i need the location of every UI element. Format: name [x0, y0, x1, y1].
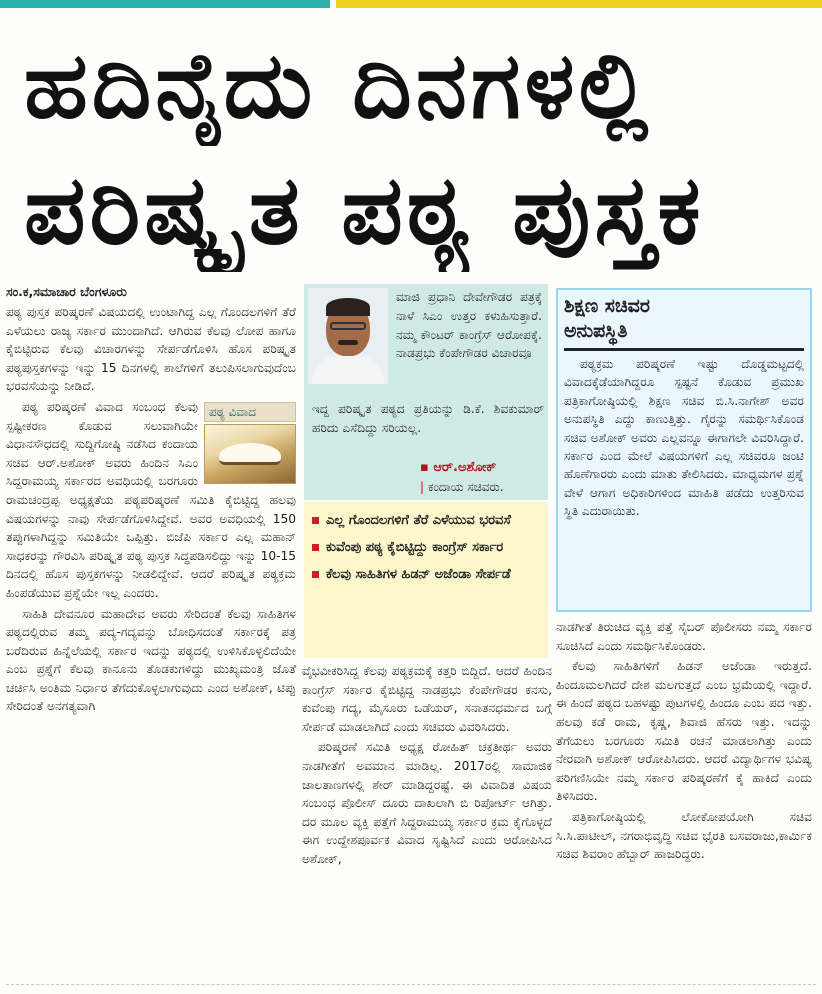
left-article-column — [6, 282, 296, 982]
article-paragraph: ಸಾಹಿತಿ ದೇವನೂರ ಮಹಾದೇವ ಅವರು ಸೇರಿದಂತೆ ಕೆಲವು ಸಾಹಿತಿಗಳ ಪಠ್ಯದಲ್ಲಿರುವ ತಮ್ಮ ಪದ್ಯ-ಗದ್ಯವನ್ನು ಬೋಧಿಸದಂತೆ ಸರ್ಕಾರಕ್ಕೆ ಪತ್ರ ಬರೆದಿರುವ ಹಿನ್ನೆಲೆಯಲ್ಲಿ ಸರ್ಕಾರ ಇದನ್ನು ಪಠ್ಯದಲ್ಲಿ ಉಳಿಸಿಕೊಳ್ಳಲಿದೆಯೇ ಎಂಬ ಪ್ರಶ್ನೆಗೆ ಕೆಲವು ಕಾನೂನು ತೊಡಕುಗಳಿದ್ದು ಮುಖ್ಯಮಂತ್ರಿ ಜೊತೆ ಚರ್ಚಿಸಿ ಅಂತಿಮ ನಿರ್ಧಾರ ತೆಗೆದುಕೊಳ್ಳಲಾಗುವುದು ಎಂದ ಅಶೋಕ್, ಟಿಪ್ಪು ಸೇರಿದಂತೆ ಅನಗತ್ಯವಾಗಿ — [6, 606, 296, 714]
topic-tag-label: ಪಠ್ಯ ವಿವಾದ — [204, 402, 296, 422]
article-paragraph: ಪಠ್ಯ ಪುಸ್ತಕ ಪರಿಷ್ಕರಣೆ ವಿಷಯದಲ್ಲಿ ಉಂಟಾಗಿದ್ದ ಎಲ್ಲ ಗೊಂದಲಗಳಿಗೆ ತೆರೆ ಎಳೆಯಲು ರಾಜ್ಯ ಸರ್ಕಾರ ಮುಂದಾಗಿದೆ. ಆಗಿರುವ ಕೆಲವು ಲೋಪ ಹಾಗೂ ಕೈಬಿಟ್ಟಿರುವ ಕೆಲವು ವಿಚಾರಗಳನ್ನು ಸೇರ್ಪಡೆಗೊಳಿಸಿ ಹೊಸ ಪರಿಷ್ಕೃತ ಪಠ್ಯಪುಸ್ತಕಗಳನ್ನು ಇನ್ನು 15 ದಿನಗಳಲ್ಲಿ ಶಾಲೆಗಳಿಗೆ ತಲುಪಿಸಲಾಗುವುದೆಂಬ ಭರವಸೆಯನ್ನು ನೀಡಿದೆ. — [6, 305, 296, 394]
sidebar-heading-line-2: ಅನುಪಸ್ಥಿತಿ — [564, 320, 628, 342]
sidebar-box — [556, 288, 812, 612]
article-paragraph: ಕೆಲವು ಸಾಹಿತಿಗಳಿಗೆ ಹಿಡನ್ ಅಜೆಂಡಾ ಇರುತ್ತದೆ. ಹಿಂದೂಮಲಗಿದರೆ ದೇಶ ಮಲಗುತ್ತದೆ ಎಂಬ ಭ್ರಮೆಯಲ್ಲಿ ಇದ್ದಾರೆ. ಈ ಹಿಂದೆ ಪಠ್ಯದ ಬಹಳಷ್ಟು ಪುಟಗಳಲ್ಲಿ ಹಿಂದೂ ಎಂಬ ಪದ ಇತ್ತು. ಹಲವು ಕಡೆ ರಾಮ, ಕೃಷ್ಣ, ಶಿವಾಜಿ ಹೆಸರು ಇತ್ತು. ಇದನ್ನು ತೆಗೆಯಲು ಬರಗೂರು ಸಮಿತಿ ರಚನೆ ಮಾಡಲಾಗಿತ್ತು ಎಂದು ನೇರವಾಗಿ ಅಶೋಕ್ ಆರೋಪಿಸಿದರು. ಆದರೆ ವಿದ್ಯಾರ್ಥಿಗಳ ಭವಿಷ್ಯ ಪರಿಗಣಿಸಿಯೇ ನಮ್ಮ ಸರ್ಕಾರ ಪರಿಷ್ಕರಣೆಗೆ ಕೈ ಹಾಕಿದೆ ಎಂದು ತಿಳಿಸಿದರು. — [556, 659, 812, 804]
article-paragraph: ಪತ್ರಿಕಾಗೋಷ್ಠಿಯಲ್ಲಿ ಲೋಕೋಪಯೋಗಿ ಸಚಿವ ಸಿ.ಸಿ.ಪಾಟೀಲ್, ನಗರಾಭಿವೃದ್ಧಿ ಸಚಿವ ಭೈರತಿ ಬಸವರಾಜು,ಕಾರ್ಮಿಕ ಸಚಿವ ಶಿವರಾಂ ಹೆಬ್ಬಾರ್ ಹಾಜರಿದ್ದರು. — [556, 809, 812, 862]
topic-tag-box — [204, 402, 296, 484]
quote-author: ▪ ಆರ್.ಅಶೋಕ್ — [420, 460, 497, 475]
article-paragraph: ನಾಡಗೀತೆ ತಿರುಚಿದ ವ್ಯಕ್ತಿ ಪತ್ತೆ ಸೈಬರ್ ಪೊಲೀಸರು ನಮ್ಮ ಸರ್ಕಾರ ಸೂಚಿಸಿದೆ ಎಂದು ಸಮರ್ಥಿಸಿಕೊಂಡರು. — [556, 620, 812, 653]
quote-box — [304, 284, 548, 500]
minister-photo — [308, 288, 388, 384]
byline: ಸಂ.ಕ,ಸಮಾಚಾರ ಬೆಂಗಳೂರು — [6, 284, 127, 299]
highlight-item: ಕುವೆಂಪು ಪಠ್ಯ ಕೈಬಿಟ್ಟಿದ್ದು ಕಾಂಗ್ರೆಸ್ ಸರ್ಕಾರ — [312, 537, 542, 558]
quote-text-top: ಮಾಜಿ ಪ್ರಧಾನಿ ದೇವೇಗೌಡರ ಪತ್ರಕ್ಕೆ ನಾಳೆ ಸಿಎಂ ಉತ್ತರ ಕಳುಹಿಸುತ್ತಾರೆ. ನಮ್ಮ ಕೌಂಟರ್ ಕಾಂಗ್ರೆಸ್ ಆರೋಪಕ್ಕೆ. ನಾಡಪ್ರಭು ಕೆಂಪೇಗೌಡರ ವಿಚಾರವೂ — [396, 290, 542, 361]
sidebar-heading-rule — [564, 348, 804, 351]
headline-line-1: ಹದಿನೈದು ದಿನಗಳಲ್ಲಿ — [24, 32, 653, 139]
article-paragraph: ಪಠ್ಯ ಪರಿಷ್ಕರಣೆ ವಿವಾದ ಸಂಬಂಧ ಕೆಲವು ಸ್ಪಷ್ಟೀಕರಣ ಕೊಡುವ ಸಲುವಾಗಿಯೇ ವಿಧಾನಸೌಧದಲ್ಲಿ ಸುದ್ದಿಗೋಷ್ಠಿ ನಡೆಸಿದ ಕಂದಾಯ ಸಚಿವ ಆರ್.ಅಶೋಕ್ ಅವರು ಹಿಂದಿನ ಸಿಎಂ ಸಿದ್ದರಾಮಯ್ಯ ಸರ್ಕಾರದ ಅವಧಿಯಲ್ಲಿ ಬರಗೂರು ರಾಮಚಂದ್ರಪ್ಪ ಅಧ್ಯಕ್ಷತೆಯ ಪಠ್ಯಪರಿಷ್ಕರಣೆ ಸಮಿತಿ ಕೈಬಿಟ್ಟಿದ್ದ ಹಲವು ವಿಷಯಗಳನ್ನು ನಾವು ಸೇರ್ಪಡೆಗೊಳಿಸಿದ್ದೇವೆ. ಅವರ ಅವಧಿಯಲ್ಲಿ 150 ತಪ್ಪುಗಳಾಗಿದ್ದನ್ನು ಸಮಿತಿಯೇ ಒಪ್ಪಿತ್ತು. ಬಿಜೆಪಿ ಸರ್ಕಾರ ಎಲ್ಲ ಮಹಾನ್ ಸಾಧಕರನ್ನು ಗೌರವಿಸಿ ಪರಿಷ್ಕೃತ ಪಠ್ಯ ಪುಸ್ತಕ ಸಿದ್ಧಪಡಿಸಲಿದ್ದು ಇನ್ನು 10-15 ದಿನದಲ್ಲಿ ಹೊಸ ಪುಸ್ತಕಗಳನ್ನು ನೀಡಲಿದ್ದೇವೆ. ಆದರೆ ಪರಿಷ್ಕೃತ ಪಠ್ಯಕ್ರಮ ಹಿಂಪಡೆಯುವ ಪ್ರಶ್ನೆಯೇ ಇಲ್ಲ ಎಂದರು. — [6, 399, 296, 600]
headline-line-2: ಪರಿಷ್ಕೃತ ಪಠ್ಯ ಪುಸ್ತಕ — [24, 154, 705, 266]
top-color-bar-teal — [0, 0, 330, 8]
quote-role: | ಕಂದಾಯ ಸಚಿವರು. — [420, 480, 504, 494]
right-article-column — [556, 618, 812, 982]
highlight-item: ಎಲ್ಲ ಗೊಂದಲಗಳಿಗೆ ತೆರೆ ಎಳೆಯುವ ಭರವಸೆ — [312, 510, 542, 531]
open-book-image — [204, 424, 296, 484]
article-paragraph: ವೈಭವೀಕರಿಸಿದ್ದ ಕೆಲವು ಪಠ್ಯಕ್ರಮಕ್ಕೆ ಕತ್ತರಿ ಬಿದ್ದಿದೆ. ಆದರೆ ಹಿಂದಿನ ಕಾಂಗ್ರೆಸ್ ಸರ್ಕಾರ ಕೈಬಿಟ್ಟಿದ್ದ ನಾಡಪ್ರಭು ಕೆಂಪೇಗೌಡರ ಕನಸು, ಕುವೆಂಪು ಗದ್ಯ, ಮೈಸೂರು ಒಡೆಯರ್, ಸನಾತನಧರ್ಮದ ಬಗ್ಗೆ ಸೇರ್ಪಡೆ ಮಾಡಲಾಗಿದೆ ಎಂದು ಸಚಿವರು ವಿವರಿಸಿದರು. — [302, 664, 552, 734]
article-paragraph: ಪರಿಷ್ಕರಣೆ ಸಮಿತಿ ಅಧ್ಯಕ್ಷ ರೋಹಿತ್ ಚಕ್ರತೀರ್ಥ ಅವರು ನಾಡಗೀತೆಗೆ ಅವಮಾನ ಮಾಡಿಲ್ಲ. 2017ರಲ್ಲಿ ಸಾಮಾಜಿಕ ಜಾಲತಾಣಗಳಲ್ಲಿ ಶೇರ್ ಮಾಡಿದ್ದರಷ್ಟೆ. ಈ ವಿವಾದಿತ ವಿಷಯ ಸಂಬಂಧ ಪೊಲೀಸ್ ದೂರು ದಾಖಲಾಗಿ ಬಿ ರಿಪೋರ್ಟ್ ಆಗಿತ್ತು. ದರ ಮೂಲ ವ್ಯಕ್ತಿ ಪತ್ತೆಗೆ ಸಿದ್ದರಾಮಯ್ಯ ಸರ್ಕಾರ ಕ್ರಮ ಕೈಗೊಳ್ಳದೆ ಈಗ ಉದ್ದೇಶಪೂರ್ವಕ ವಿವಾದ ಸೃಷ್ಟಿಸಿದೆ ಎಂದು ಆರೋಪಿಸಿದ ಅಶೋಕ್, — [302, 740, 552, 866]
middle-article-column — [302, 662, 552, 982]
highlight-item: ಕೆಲವು ಸಾಹಿತಿಗಳ ಹಿಡನ್ ಅಜೆಂಡಾ ಸೇರ್ಪಡೆ — [312, 564, 542, 585]
sidebar-paragraph: ಪಠ್ಯಕ್ರಮ ಪರಿಷ್ಕರಣೆ ಇಷ್ಟು ದೊಡ್ಡಮಟ್ಟದಲ್ಲಿ ವಿವಾದಕ್ಕೆಡೆಯಾಗಿದ್ದರೂ ಸ್ಪಷ್ಟನೆ ಕೊಡುವ ಪ್ರಮುಖ ಪತ್ರಿಕಾಗೋಷ್ಠಿಯಲ್ಲಿ ಶಿಕ್ಷಣ ಸಚಿವ ಬಿ.ಸಿ.ನಾಗೇಶ್ ಅವರ ಅನುಪಸ್ಥಿತಿ ಎದ್ದು ಕಾಣುತ್ತಿತ್ತು. ಗೈರನ್ನು ಸಮರ್ಥಿಸಿಕೊಂಡ ಸಚಿವ ಅಶೋಕ್ ಅವರು ಎಲ್ಲವನ್ನೂ ಈಗಾಗಲೇ ವಿವರಿಸಿದ್ದಾರೆ. ಸರ್ಕಾರ ಎಂದ ಮೇಲೆ ವಿಷಯಗಳಿಗೆ ಎಲ್ಲ ಸಚಿವರೂ ಜಂಟಿ ಹೊಣೆಗಾರರು ಎಂದು ಮಾತು ತೇಲಿಸಿದರು. ಮಾಧ್ಯಮಗಳ ಪ್ರಶ್ನೆ ವೇಳೆ ಆಗಾಗ ಅಧಿಕಾರಿಗಳಿಂದ ಮಾಹಿತಿ ಪಡೆದು ಉತ್ತರಿಸುವ ಸ್ಥಿತಿ ಎದುರಾಯಿತು. — [564, 357, 804, 519]
quote-text-bottom: ಇದ್ದ ಪರಿಷ್ಕೃತ ಪಠ್ಯದ ಪ್ರತಿಯನ್ನು ಡಿ.ಕೆ. ಶಿವಕುಮಾರ್ ಹರಿದು ಎಸೆದಿದ್ದು ಸರಿಯಲ್ಲ. — [312, 402, 544, 435]
sidebar-heading-line-1: ಶಿಕ್ಷಣ ಸಚಿವರ — [564, 295, 650, 317]
footer-rule — [6, 984, 816, 985]
top-color-bar-yellow — [336, 0, 822, 8]
highlights-box — [304, 502, 548, 658]
